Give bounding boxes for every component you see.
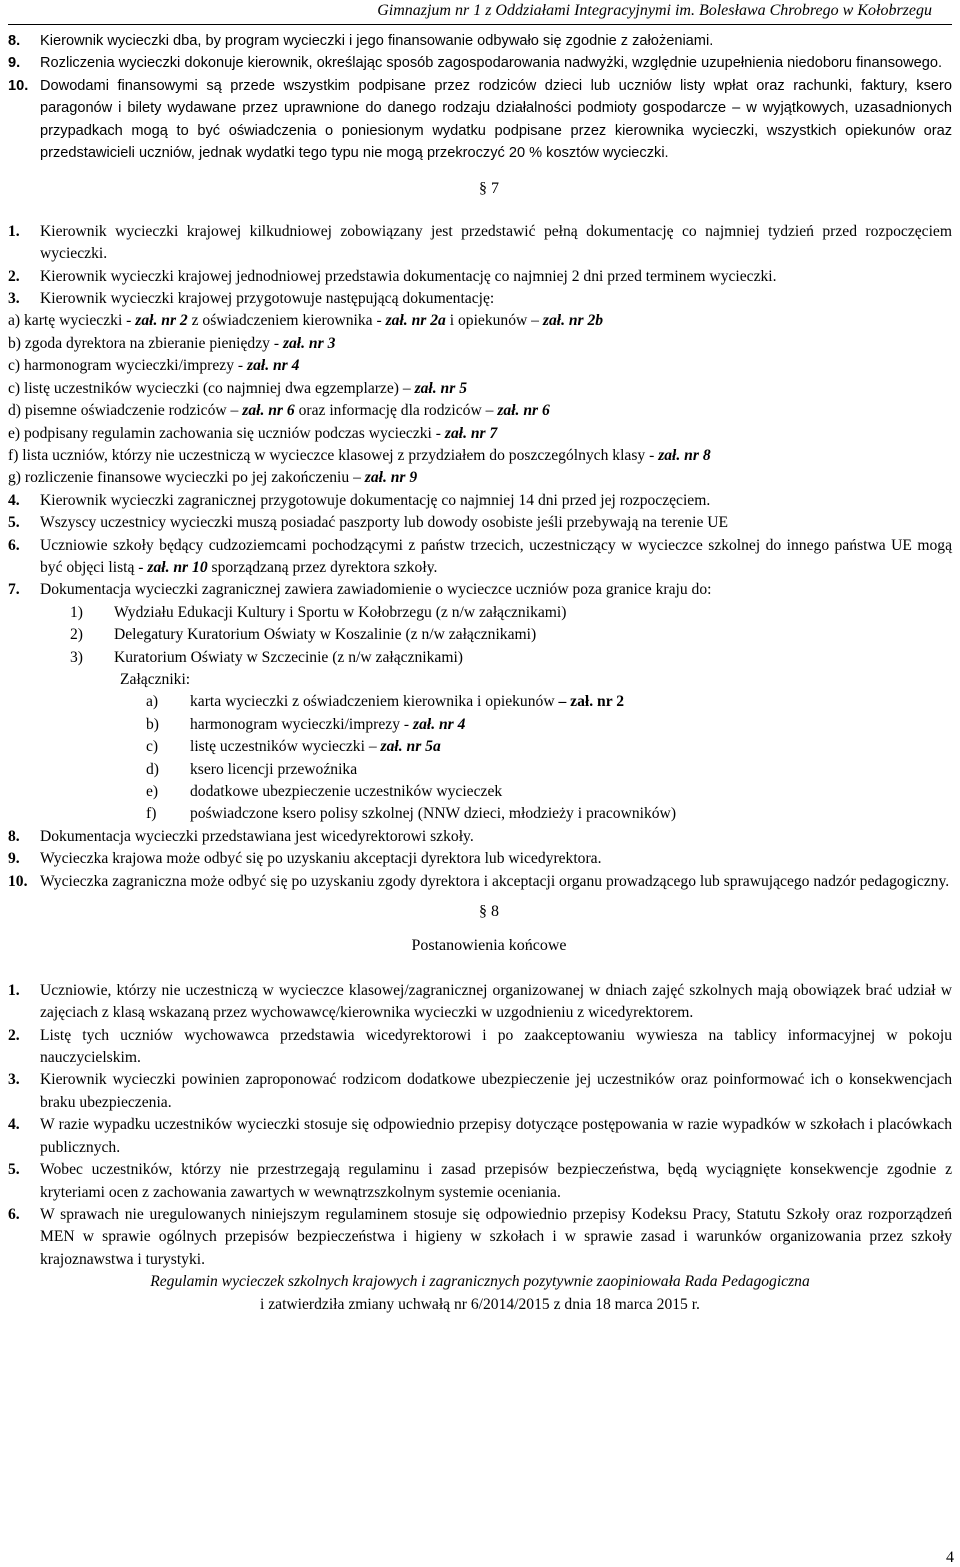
- doc-text: a) kartę wycieczki -: [8, 312, 136, 330]
- item-text: Wycieczka zagraniczna może odbyć się po uzyskaniu zgody dyrektora i akceptacji organu prowadzącego lub sprawującego nadzór pedagogiczny.: [40, 872, 950, 890]
- list-item: [8, 221, 952, 266]
- item-text: W sprawach nie uregulowanych niniejszym regulaminem stosuje się odpowiednio przepisy Kodeksu Pracy, Statutu Szkoły oraz rozporządzeń MEN w sprawie ogólnych przepisów bezpieczeństwa i higieny w szkołach i w sprawie zasad i warunków organizowania przez szkoły krajoznawstwa i turystyki.: [40, 1205, 952, 1268]
- item-number: 5.: [8, 514, 20, 532]
- recipient-text: Wydziału Edukacji Kultury i Sportu w Kołobrzegu (z n/w załącznikami): [114, 603, 567, 621]
- item-number: 3.: [8, 1071, 20, 1089]
- item-text: Wycieczka krajowa może odbyć się po uzyskaniu akceptacji dyrektora lub wicedyrektora.: [40, 850, 602, 868]
- list-item: [8, 1069, 952, 1114]
- item-number: 1.: [8, 981, 20, 999]
- document-header: Gimnazjum nr 1 z Oddziałami Integracyjnymi im. Bolesława Chrobrego w Kołobrzegu: [377, 2, 932, 19]
- annex-item: [146, 759, 952, 781]
- item-number: 10.: [8, 77, 29, 94]
- annex-letter: e): [146, 783, 159, 800]
- header-rule: [8, 24, 952, 25]
- item-text: Rozliczenia wycieczki dokonuje kierownik, określając sposób zagospodarowania nadwyżki, względnie uzupełnienia niedoboru finansowego.: [40, 55, 943, 72]
- page-number: 4: [946, 1549, 954, 1566]
- list-item: [8, 980, 952, 1025]
- item-number: 7.: [8, 581, 20, 599]
- doc-text: i opiekunów –: [445, 312, 543, 330]
- list-item: [8, 871, 952, 893]
- item-text: Kierownik wycieczki dba, by program wycieczki i jego finansowanie odbywało się zgodnie z założeniami.: [40, 33, 714, 49]
- item-number: 3.: [8, 290, 20, 308]
- doc-text: b) zgoda dyrektora na zbieranie pieniędzy -: [8, 334, 283, 352]
- annex-text: dodatkowe ubezpieczenie uczestników wycieczek: [190, 783, 503, 800]
- item-number: 4.: [8, 491, 20, 509]
- item-number: 8.: [8, 33, 21, 49]
- doc-item: [8, 467, 952, 489]
- item-number: 10.: [8, 872, 28, 890]
- doc-item: [8, 310, 952, 332]
- recipient-item: [70, 624, 952, 646]
- annex-title: Załączniki:: [120, 670, 191, 688]
- annex-text-part: karta wycieczki z oświadczeniem kierownika i opiekunów: [190, 693, 559, 711]
- list-item: [8, 826, 952, 848]
- annex-item: [146, 781, 952, 803]
- footer-line-2: i zatwierdziła zmiany uchwałą nr 6/2014/2015 z dnia 18 marca 2015 r.: [260, 1295, 700, 1313]
- item-text: Kierownik wycieczki krajowej kilkudniowej zobowiązany jest przedstawić pełną dokumentację co najmniej tydzień przed rozpoczęciem wycieczki.: [40, 222, 952, 263]
- annex-letter: d): [146, 760, 159, 778]
- item-number: 5.: [8, 1161, 20, 1179]
- list-item: [8, 848, 952, 870]
- annex-ref: zał. nr 7: [444, 424, 498, 442]
- document-footer: [8, 1271, 952, 1316]
- annex-ref: zał. nr 4: [247, 357, 300, 375]
- annex-ref: zał. nr 9: [364, 469, 418, 487]
- list-item: [8, 266, 952, 288]
- doc-item: [8, 378, 952, 400]
- section-7-heading: § 7: [479, 180, 499, 198]
- recipient-item: [70, 602, 952, 624]
- annex-ref: zał. nr 2a: [385, 312, 446, 330]
- doc-item: [8, 333, 952, 355]
- annex-text: [190, 714, 465, 736]
- recipient-number: 1): [70, 603, 83, 621]
- list-item: [8, 75, 952, 165]
- doc-item: [8, 400, 952, 422]
- item-text: Dokumentacja wycieczki zagranicznej zawiera zawiadomienie o wycieczce uczniów poza granice kraju do:: [40, 581, 712, 599]
- annex-ref: zał. nr 6: [242, 402, 295, 420]
- doc-item: [8, 423, 952, 445]
- annex-letter: b): [146, 715, 159, 733]
- list-item: [8, 579, 952, 601]
- annex-ref: zał. nr 4: [413, 715, 466, 733]
- item-number: 9.: [8, 55, 21, 72]
- annex-ref: zał. nr 5a: [380, 738, 441, 756]
- annex-item: [146, 691, 952, 713]
- item-text: Listę tych uczniów wychowawca przedstawia wicedyrektorowi i po zaakceptowaniu wywiesza na tablicy informacyjnej w pokoju nauczycielskim.: [40, 1026, 952, 1067]
- item-number: 4.: [8, 1116, 20, 1134]
- list-item: [8, 512, 952, 534]
- list-item: [8, 1114, 952, 1159]
- list-item: [8, 30, 952, 52]
- recipient-text: Delegatury Kuratorium Oświaty w Koszalinie (z n/w załącznikami): [114, 626, 537, 644]
- item-text: Wobec uczestników, którzy nie przestrzegają regulaminu i zasad przepisów bezpieczeństwa, będą wyciągnięte konsekwencje zgodnie z kryteriami ocen z zachowania zawartych w wewnątrzszkolnym systemie oceniania.: [40, 1161, 952, 1201]
- doc-text: e) podpisany regulamin zachowania się uczniów podczas wycieczki -: [8, 424, 445, 442]
- doc-text: z oświadczeniem kierownika -: [187, 312, 386, 330]
- doc-text: g) rozliczenie finansowe wycieczki po jej zakończeniu –: [8, 469, 365, 487]
- documentation-list: [8, 310, 952, 489]
- list-item: [8, 535, 952, 580]
- item-text: Kierownik wycieczki powinien zaproponować rodzicom dodatkowe ubezpieczenie jej uczestników oraz poinformować ich o konsekwencjach braku ubezpieczenia.: [40, 1071, 952, 1111]
- recipient-number: 2): [70, 626, 83, 644]
- item-number: 6.: [8, 536, 20, 554]
- doc-text: c) harmonogram wycieczki/imprezy -: [8, 357, 248, 375]
- item-text: Dowodami finansowymi są przede wszystkim podpisane przez rodziców dzieci lub uczniów listy wpłat oraz rachunki, faktury, ksero paragonów i bilety wydawane przez uprawnione do danego rodzaju działalności podmioty gospodarcze – w wyjątkowych, uzasadnionych przypadkach mogą to być oświadczenia o poniesionym wydatku podpisane przez kierownika wycieczki, wszystkich opiekunów oraz przedstawicieli uczniów, jednak wydatki tego typu nie mogą przekroczyć 20 % kosztów wycieczki.: [40, 77, 952, 162]
- recipient-text: Kuratorium Oświaty w Szczecinie (z n/w załącznikami): [114, 648, 463, 666]
- item-text: [40, 535, 952, 580]
- item-text: Kierownik wycieczki krajowej przygotowuje następującą dokumentację:: [40, 290, 495, 308]
- item-text: Wszyscy uczestnicy wycieczki muszą posiadać paszporty lub dowody osobiste jeśli przebywają na terenie UE: [40, 514, 729, 532]
- doc-item: [8, 445, 952, 467]
- annex-text-part: listę uczestników wycieczki –: [190, 738, 381, 756]
- doc-text: oraz informację dla rodziców –: [294, 402, 498, 420]
- list-item: [8, 1025, 952, 1070]
- item-number: 2.: [8, 1026, 20, 1044]
- document-body: [8, 30, 952, 1316]
- item-number: 8.: [8, 827, 20, 845]
- recipient-list: [8, 602, 952, 669]
- annex-ref: – zał. nr 2: [558, 693, 625, 711]
- annex-text: [190, 691, 624, 713]
- item-number: 6.: [8, 1205, 20, 1223]
- annex-letter: f): [146, 805, 157, 823]
- list-item: [8, 1204, 952, 1271]
- annex-text: ksero licencji przewoźnika: [190, 760, 358, 778]
- item-number: 2.: [8, 267, 20, 285]
- item-text: W razie wypadku uczestników wycieczki stosuje się odpowiednio przepisy dotyczące postępowania w razie wypadków w szkołach i placówkach publicznych.: [40, 1116, 952, 1156]
- annex-text: poświadczone ksero polisy szkolnej (NNW dzieci, młodzieży i pracowników): [190, 805, 677, 823]
- annex-ref: zał. nr 8: [658, 446, 711, 464]
- list-item: [8, 490, 952, 512]
- annex-item: [146, 803, 952, 825]
- footer-line-1: Regulamin wycieczek szkolnych krajowych i zagranicznych pozytywnie zaopiniowała Rada Pedagogiczna: [150, 1273, 810, 1291]
- item-text: Dokumentacja wycieczki przedstawiana jest wicedyrektorowi szkoły.: [40, 827, 474, 845]
- annex-ref: zał. nr 6: [497, 402, 550, 420]
- recipient-item: [70, 647, 952, 669]
- item-text: Kierownik wycieczki krajowej jednodniowej przedstawia dokumentację co najmniej 2 dni przed terminem wycieczki.: [40, 267, 777, 285]
- item-number: 9.: [8, 850, 20, 868]
- doc-text: c) listę uczestników wycieczki (co najmniej dwa egzemplarze) –: [8, 379, 415, 397]
- recipient-number: 3): [70, 648, 83, 666]
- item-number: 1.: [8, 222, 20, 240]
- doc-item: [8, 355, 952, 377]
- annex-letter: a): [146, 693, 159, 711]
- annex-ref: zał. nr 2b: [542, 312, 604, 330]
- annex-item: [146, 736, 952, 758]
- list-item: [8, 52, 952, 74]
- annex-letter: c): [146, 738, 159, 756]
- item-text: Uczniowie, którzy nie uczestniczą w wycieczce klasowej/zagranicznej organizowanej w dniach zajęć szkolnych mają obowiązek brać udział w zajęciach z klasą wskazaną przez wychowawcę/kierownika wycieczki w uzgodnieniu z wicedyrektorem.: [40, 981, 952, 1022]
- annex-ref: zał. nr 2: [135, 312, 188, 330]
- list-item: [8, 288, 952, 310]
- annex-ref: zał. nr 10: [147, 558, 208, 576]
- annex-text-part: harmonogram wycieczki/imprezy -: [190, 715, 413, 733]
- annex-ref: zał. nr 3: [282, 334, 336, 352]
- annex-text: [190, 736, 441, 758]
- doc-text: d) pisemne oświadczenie rodziców –: [8, 402, 243, 420]
- item-text-part: sporządzaną przez dyrektora szkoły.: [207, 558, 438, 576]
- annex-item: [146, 714, 952, 736]
- annex-ref: zał. nr 5: [414, 379, 467, 397]
- item-text: Kierownik wycieczki zagranicznej przygotowuje dokumentację co najmniej 14 dni przed jej rozpoczęciem.: [40, 491, 711, 509]
- section-8-heading: § 8: [479, 903, 499, 921]
- doc-text: f) lista uczniów, którzy nie uczestniczą w wycieczce klasowej z przydziałem do poszczególnych klasy -: [8, 446, 659, 464]
- annex-list: [8, 691, 952, 825]
- section-8-title: Postanowienia końcowe: [411, 937, 567, 955]
- item-text-part: Uczniowie szkoły będący cudzoziemcami pochodzącymi z państw trzecich, uczestniczący w wycieczce szkolnej do innego państwa UE mogą być objęci listą -: [40, 536, 952, 576]
- list-item: [8, 1159, 952, 1204]
